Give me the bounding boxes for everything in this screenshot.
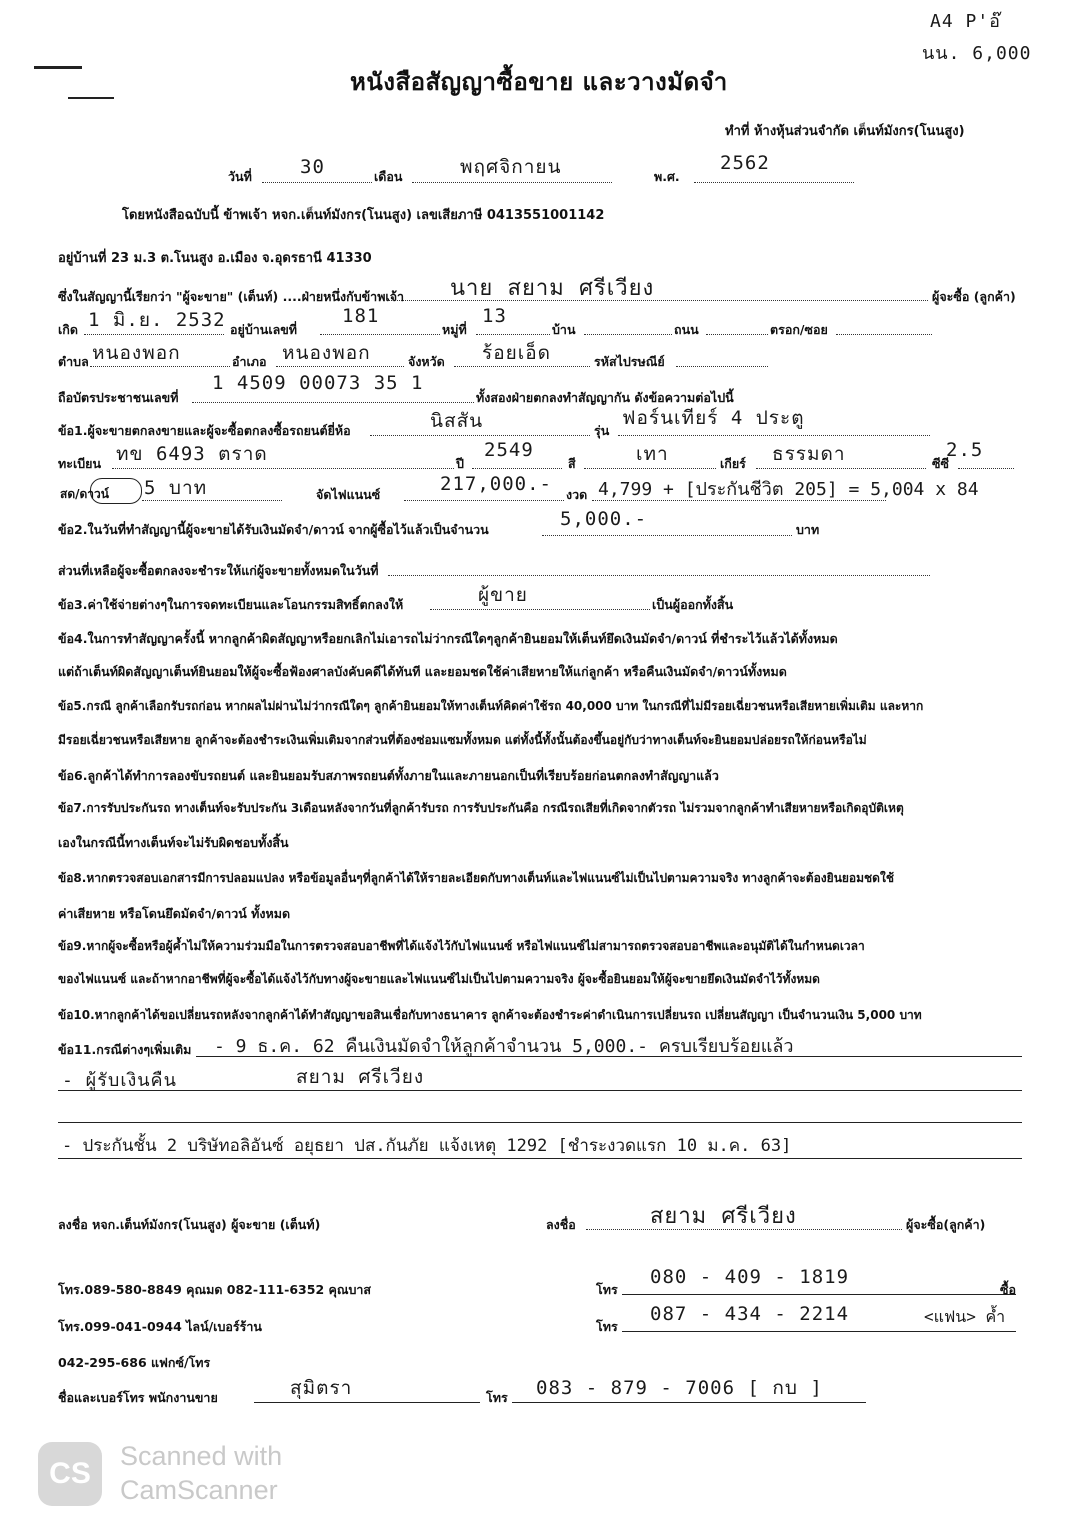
clause-text: ข้อ9.หากผู้จะซื้อหรือผู้ค้ำไม่ให้ความร่วมมือในการตรวจสอบอาชีพที่ได้แจ้งไว้กับไฟแนนซ์ หรือไฟแนนซ์ไม่สามารถตรวจสอบอาชีพและอนุมัติได้ในกำหนดเวลา xyxy=(58,939,865,953)
clause2-label: ข้อ2.ในวันที่ทำสัญญานี้ผู้จะขายได้รับเงินมัดจำ/ดาวน์ จากผู้ซื้อไว้แล้วเป็นจำนวน xyxy=(58,522,489,537)
made-at: ทำที่ ห้างหุ้นส่วนจำกัด เต็นท์มังกร(โนนสูง) xyxy=(725,124,965,139)
clause-text: ข้อ5.กรณี ลูกค้าเลือกรับรถก่อน หากผลไม่ผ่านไม่ว่ากรณีใดๆ ลูกค้ายินยอมให้ทางเต็นท์คิดค่าใช้รถ 40,000 บาท ในกรณีที่ไม่มีรอยเฉี่ยวชนหรือเสียหายเพิ่มเติม และหาก xyxy=(58,699,924,713)
down-amount: 5 บาท xyxy=(144,477,208,499)
clause3-suffix: เป็นผู้ออกทั้งสิ้น xyxy=(652,597,734,612)
tambon-label: ตำบล xyxy=(58,354,89,369)
car-year: 2549 xyxy=(484,439,534,461)
date-year-label: พ.ศ. xyxy=(654,169,680,184)
reg-label: ทะเบียน xyxy=(58,456,102,471)
buyer-signature-suffix: ผู้จะซื้อ(ลูกค้า) xyxy=(906,1217,986,1232)
date-year: 2562 xyxy=(720,152,770,174)
amphoe-label: อำเภอ xyxy=(232,354,267,369)
clause11-note3: - ประกันชั้น 2 บริษัทอลิอันซ์ อยุธยา ปส.กันภัย แจ้งเหตุ 1292 [ชำระงวดแรก 10 ม.ค. 63] xyxy=(62,1136,792,1156)
finance-amount: 217,000.- xyxy=(440,473,552,495)
contact-line-2: โทร.099-041-0944 ไลน์/เบอร์ร้าน xyxy=(58,1319,262,1334)
document-title: หนังสือสัญญาซื้อขาย และวางมัดจำ xyxy=(350,68,728,96)
watermark-line1: Scanned with xyxy=(120,1441,283,1471)
province-label: จังหวัด xyxy=(408,354,445,369)
clause-text: ของไฟแนนซ์ และถ้าหากอาชีพที่ผู้จะซื้อได้แจ้งไว้กับทางผู้จะขายและไฟแนนซ์ไม่เป็นไปตามความจริง ผู้จะซื้อยินยอมให้ผู้จะขายยึดเงินมัดจำไว้ทั้งหมด xyxy=(58,972,820,986)
party-label: ซึ่งในสัญญานี้เรียกว่า "ผู้จะขาย" (เต็นท์) ....ฝ่ายหนึ่งกับข้าพเจ้า xyxy=(58,289,405,304)
clause-text: ข้อ4.ในการทำสัญญาครั้งนี้ หากลูกค้าผิดสัญญาหรือยกเลิกไม่เอารถไม่ว่ากรณีใดๆลูกค้ายินยอมให้เต็นท์ยึดเงินมัดจำ/ดาวน์ ที่ชำระไว้แล้วได้ทั้งหมด xyxy=(58,631,838,646)
clause1-label: ข้อ1.ผู้จะขายตกลงขายและผู้จะซื้อตกลงซื้อรถยนต์ยี่ห้อ xyxy=(58,423,351,438)
deposit-unit: บาท xyxy=(796,522,820,537)
buyer-tel: 080 - 409 - 1819 xyxy=(650,1266,850,1288)
car-cc: 2.5 xyxy=(946,439,984,461)
corner-dash-2 xyxy=(68,97,114,99)
staff-tel: 083 - 879 - 7006 [ กบ ] xyxy=(536,1377,823,1399)
buyer-signature: สยาม ศรีเวียง xyxy=(650,1204,797,1229)
clause-text: ข้อ10.หากลูกค้าได้ขอเปลี่ยนรถหลังจากลูกค้าได้ทำสัญญาขอสินเชื่อกับทางธนาคาร ลูกค้าจะต้องชำระค่าดำเนินการเปลี่ยนรถ เปลี่ยนสัญญา เป็นจำนวนเงิน 5,000 บาท xyxy=(58,1008,922,1022)
moo-label: หมู่ที่ xyxy=(442,322,467,337)
corner-note-1: A4 P'อ๊ xyxy=(930,11,1001,32)
watermark-line2: CamScanner xyxy=(120,1475,278,1505)
cc-label: ซีซี xyxy=(932,456,949,471)
date-month-label: เดือน xyxy=(374,169,403,184)
born-label: เกิด xyxy=(58,322,78,337)
camscanner-logo-icon: CS xyxy=(38,1442,102,1506)
date-day: 30 xyxy=(300,156,325,178)
clause-text: ค่าเสียหาย หรือโดนยึดมัดจำ/ดาวน์ ทั้งหมด xyxy=(58,906,291,921)
road-label: ถนน xyxy=(674,322,699,337)
clause-text: ข้อ7.การรับประกันรถ ทางเต็นท์จะรับประกัน 3เดือนหลังจากวันที่ลูกค้ารับรถ การรับประกันคือ กรณีรถเสียที่เกิดจากตัวรถ ไม่รวมจากลูกค้าทำเสียหายหรือเกิดอุบัติเหตุ xyxy=(58,801,904,815)
guarantor-relation: <แฟน> ค้ำ xyxy=(924,1307,1006,1326)
color-label: สี xyxy=(568,456,576,471)
car-color: เทา xyxy=(636,443,669,465)
car-gear: ธรรมดา xyxy=(772,443,846,465)
deposit-amount: 5,000.- xyxy=(560,508,648,530)
contact-line-1: โทร.089-580-8849 คุณมด 082-111-6352 คุณบาส xyxy=(58,1282,372,1297)
refund-receiver-name: สยาม ศรีเวียง xyxy=(296,1066,425,1088)
clause11-note2: - ผู้รับเงินคืน xyxy=(62,1070,177,1091)
corner-dash-1 xyxy=(34,66,82,69)
down-label: สด/ดาวน์ xyxy=(60,487,109,501)
installment-amount: 4,799 + [ประกันชีวิต 205] = 5,004 x 84 xyxy=(598,479,979,500)
clause11-label: ข้อ11.กรณีต่างๆเพิ่มเติม xyxy=(58,1042,192,1057)
car-brand: นิสสัน xyxy=(430,410,484,432)
seller-line: โดยหนังสือฉบับนี้ ข้าพเจ้า หจก.เต็นท์มังกร(โนนสูง) เลขเสียภาษี 0413551001142 xyxy=(122,208,605,223)
staff-name: สุมิตรา xyxy=(290,1377,353,1399)
car-model: ฟอร์นเทียร์ 4 ประตู xyxy=(622,407,805,429)
clause11-note1: - 9 ธ.ค. 62 คืนเงินมัดจำให้ลูกค้าจำนวน 5,000.- ครบเรียบร้อยแล้ว xyxy=(214,1036,794,1057)
buyer-tel-label: โทร xyxy=(596,1282,618,1297)
seller-signature-label: ลงชื่อ หจก.เต็นท์มังกร(โนนสูง) ผู้จะขาย (เต็นท์) xyxy=(58,1217,321,1232)
house-no: 181 xyxy=(342,305,380,327)
remainder-line: ส่วนที่เหลือผู้จะซื้อตกลงจะชำระให้แก่ผู้จะขายทั้งหมดในวันที่ xyxy=(58,563,379,578)
installment-label: งวด xyxy=(566,487,588,502)
date-month: พฤศจิกายน xyxy=(460,156,562,178)
contact-line-3: 042-295-686 แฟกซ์/โทร xyxy=(58,1355,211,1370)
id-label: ถือบัตรประชาชนเลขที่ xyxy=(58,390,179,405)
id-suffix: ทั้งสองฝ่ายตกลงทำสัญญากัน ดังข้อความต่อไปนี้ xyxy=(476,390,734,405)
province: ร้อยเอ็ด xyxy=(482,342,551,364)
soi-label: ตรอก/ซอย xyxy=(770,322,828,337)
tambon: หนองพอก xyxy=(92,342,181,364)
amphoe: หนองพอก xyxy=(282,342,371,364)
fees-payer: ผู้ขาย xyxy=(478,584,528,606)
date-day-label: วันที่ xyxy=(228,169,252,184)
moo-no: 13 xyxy=(482,305,507,327)
seller-address: อยู่บ้านที่ 23 ม.3 ต.โนนสูง อ.เมือง จ.อุดรธานี 41330 xyxy=(58,251,372,266)
clause-text: ข้อ6.ลูกค้าได้ทำการลองขับรถยนต์ และยินยอมรับสภาพรถยนต์ทั้งภายในและภายนอกเป็นที่เรียบร้อยก่อนตกลงทำสัญญาแล้ว xyxy=(58,768,719,783)
buyer-signature-prefix: ลงชื่อ xyxy=(546,1217,576,1232)
clause3-label: ข้อ3.ค่าใช้จ่ายต่างๆในการจดทะเบียนและโอนกรรมสิทธิ์ตกลงให้ xyxy=(58,597,404,612)
buyer-name: นาย สยาม ศรีเวียง xyxy=(450,276,655,301)
postcode-label: รหัสไปรษณีย์ xyxy=(594,354,665,369)
gear-label: เกียร์ xyxy=(720,456,746,471)
house-label: อยู่บ้านเลขที่ xyxy=(230,322,298,337)
finance-label: จัดไฟแนนซ์ xyxy=(316,487,381,502)
party-suffix: ผู้จะซื้อ (ลูกค้า) xyxy=(932,289,1016,304)
corner-note-2: นน. 6,000 xyxy=(922,43,1032,64)
reg-plate: ทข 6493 ตราด xyxy=(116,443,268,465)
id-number: 1 4509 00073 35 1 xyxy=(212,372,424,394)
model-label: รุ่น xyxy=(594,423,610,438)
guarantor-tel-label: โทร xyxy=(596,1319,618,1334)
clause-text: แต่ถ้าเต็นท์ผิดสัญญาเต็นท์ยินยอมให้ผู้จะซื้อฟ้องศาลบังคับคดีได้ทันที และยอมชดใช้ค่าเสียหายให้แก่ลูกค้า หรือคืนเงินมัดจำ/ดาวน์ทั้งหมด xyxy=(58,664,787,679)
guarantor-tel: 087 - 434 - 2214 xyxy=(650,1303,850,1325)
village-label: บ้าน xyxy=(552,322,576,337)
clause-text: มีรอยเฉี่ยวชนหรือเสียหาย ลูกค้าจะต้องชำระเงินเพิ่มเติมจากส่วนที่ต้องซ่อมแซมทั้งหมด แต่ทั้งนี้ทั้งนั้นต้องขึ้นอยู่กับว่าทางเต็นท์จะยินยอมปล่อยรถให้ก่อนหรือไม่ xyxy=(58,733,867,747)
buyer-tel-suffix: ซื้อ xyxy=(1000,1282,1016,1297)
born-date: 1 มิ.ย. 2532 xyxy=(88,309,226,331)
year-label: ปี xyxy=(456,456,464,471)
staff-tel-label: โทร xyxy=(486,1390,508,1405)
clause-text: เองในกรณีนี้ทางเต็นท์จะไม่รับผิดชอบทั้งสิ้น xyxy=(58,835,289,850)
clause-text: ข้อ8.หากตรวจสอบเอกสารมีการปลอมแปลง หรือข้อมูลอื่นๆที่ลูกค้าได้ให้รายละเอียดกับทางเต็นท์และไฟแนนซ์ไม่เป็นไปตามความจริง ทางลูกค้าจะต้องยินยอมชดใช้ xyxy=(58,871,894,885)
staff-label: ชื่อและเบอร์โทร พนักงานขาย xyxy=(58,1390,218,1405)
